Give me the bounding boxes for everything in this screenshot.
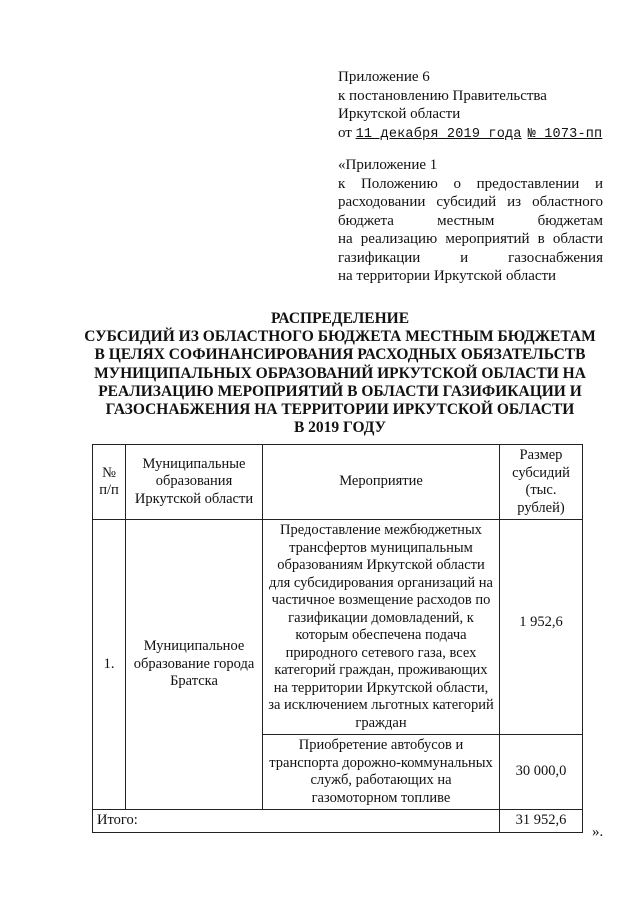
document-number: № 1073-пп (527, 126, 603, 142)
title-line: РАСПРЕДЕЛЕНИЕ (270, 310, 410, 327)
appendix-date-line (338, 124, 604, 145)
date-value: 11 декабря 2019 года (355, 126, 522, 142)
sub-appendix-line: к Положению о предоставлении и (338, 175, 603, 192)
title-line: СУБСИДИЙ ИЗ ОБЛАСТНОГО БЮДЖЕТА МЕСТНЫМ БЮДЖЕТАМ (84, 328, 596, 346)
date-prefix: от (338, 124, 356, 141)
row-amount: 1 952,6 (500, 520, 583, 735)
sub-appendix-line: газификации и газоснабжения (338, 249, 603, 266)
table-header-row (93, 445, 583, 520)
distribution-table (92, 444, 583, 833)
row-measure: Приобретение автобусов и транспорта дорожно-коммунальных служб, работающих на газомоторном топливе (263, 735, 500, 810)
sub-appendix-line: «Приложение 1 (338, 157, 438, 173)
row-amount: 30 000,0 (500, 735, 583, 810)
total-value: 31 952,6 (500, 810, 583, 833)
appendix-line: Иркутской области (338, 106, 461, 122)
title-line: РЕАЛИЗАЦИЮ МЕРОПРИЯТИЙ В ОБЛАСТИ ГАЗИФИКАЦИИ И (98, 382, 582, 400)
header-num: № п/п (93, 445, 126, 520)
header-amount: Размер субсидий (тыс. рублей) (500, 445, 583, 520)
sub-appendix-line: на территории Иркутской области (338, 268, 557, 284)
header-municipality: Муниципальные образования Иркутской области (126, 445, 263, 520)
title-line: МУНИЦИПАЛЬНЫХ ОБРАЗОВАНИЙ ИРКУТСКОЙ ОБЛАСТИ НА (94, 364, 586, 382)
appendix-line: Приложение 6 (338, 69, 430, 85)
document-title (70, 310, 610, 437)
title-line: В 2019 ГОДУ (293, 419, 387, 437)
appendix-block (338, 68, 604, 144)
row-num: 1. (93, 520, 126, 810)
table-row (93, 520, 583, 735)
appendix-line: к постановлению Правительства (338, 87, 547, 104)
sub-appendix-line: на реализацию мероприятий в области (338, 231, 603, 247)
title-line: В ЦЕЛЯХ СОФИНАНСИРОВАНИЯ РАСХОДНЫХ ОБЯЗАТЕЛЬСТВ (94, 346, 586, 364)
sub-appendix-line: расходовании субсидий из областного (338, 194, 603, 210)
row-measure: Предоставление межбюджетных трансфертов муниципальным образованиям Иркутской области для субсидирования организаций на частичное возмещение расходов по газификации домовладений, к которым обеспечена подача природного сетевого газа, всех категорий граждан, проживающих на территории Иркутской области, за исключением льготных категорий граждан (263, 520, 500, 735)
row-municipality: Муниципальное образование города Братска (126, 520, 263, 810)
table-total-row (93, 810, 583, 833)
sub-appendix-line: бюджета местным бюджетам (338, 212, 603, 229)
header-measure: Мероприятие (263, 445, 500, 520)
title-line: ГАЗОСНАБЖЕНИЯ НА ТЕРРИТОРИИ ИРКУТСКОЙ ОБЛАСТИ (105, 401, 575, 419)
total-label: Итого: (93, 810, 500, 833)
sub-appendix-block (338, 156, 603, 286)
closing-quote: ». (592, 824, 604, 840)
